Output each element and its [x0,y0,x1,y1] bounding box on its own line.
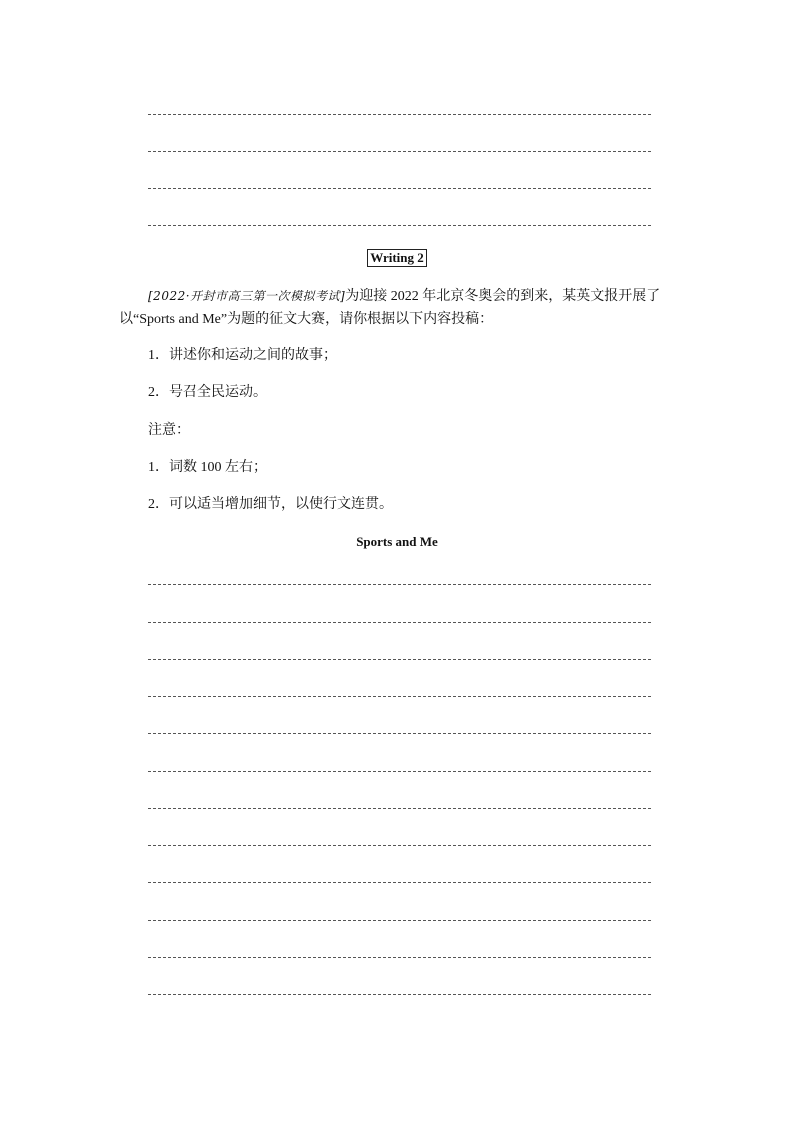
answer-line[interactable] [148,994,651,995]
answer-line[interactable] [148,584,651,585]
answer-line[interactable] [148,114,651,115]
answer-line[interactable] [148,225,651,226]
list-item: 1．讲述你和运动之间的故事； [148,348,337,363]
prompt-line-2: 以“Sports and Me”为题的征文大赛，请你根据以下内容投稿： [119,312,494,327]
answer-line[interactable] [148,696,651,697]
prompt-text: 为迎接 2022 年北京冬奥会的到来，某英文报开展了 [345,289,661,304]
answer-line[interactable] [148,733,651,734]
answer-line[interactable] [148,957,651,958]
section-heading [0,249,794,267]
answer-line[interactable] [148,920,651,921]
answer-line[interactable] [148,882,651,883]
note-item: 1．词数 100 左右； [148,460,267,475]
essay-title: Sports and Me [356,534,438,549]
answer-line[interactable] [148,659,651,660]
notes-label: 注意： [148,423,190,438]
list-item: 2．号召全民运动。 [148,385,267,400]
note-item: 2．可以适当增加细节，以使行文连贯。 [148,497,393,512]
answer-line[interactable] [148,771,651,772]
section-heading-text: Writing 2 [367,249,427,267]
answer-line[interactable] [148,845,651,846]
prompt-line-1 [148,286,660,307]
source-citation: [2022·开封市高三第一次模拟考试] [148,289,346,303]
answer-line[interactable] [148,808,651,809]
answer-line[interactable] [148,188,651,189]
answer-line[interactable] [148,151,651,152]
answer-line[interactable] [148,622,651,623]
